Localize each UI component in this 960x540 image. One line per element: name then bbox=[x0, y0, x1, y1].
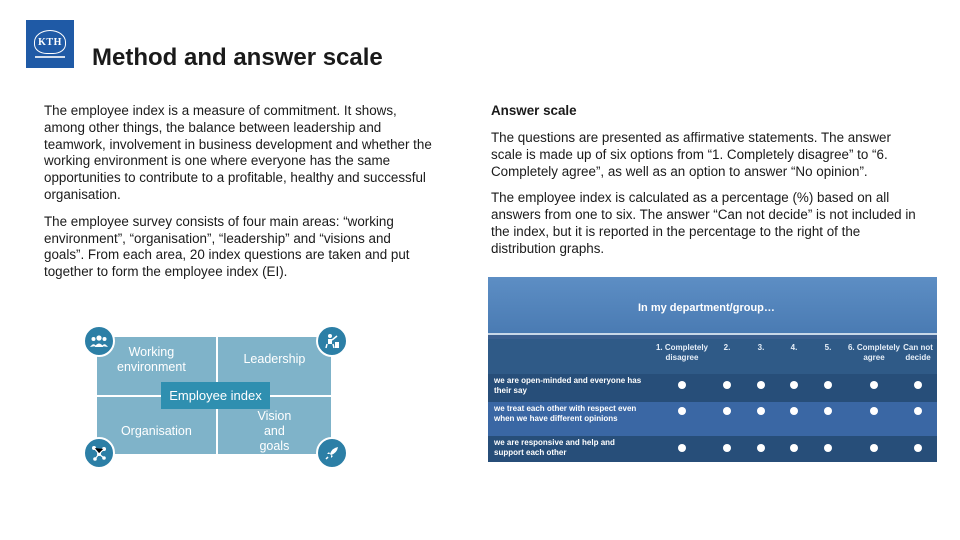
paragraph-survey-areas: The employee survey consists of four main areas: “working environment”, “organisation”, “leadership” and “visions and goals”. From each area, 20 index questions are taken and put together to form the employee index (EI). bbox=[44, 213, 410, 280]
radio-option bbox=[824, 381, 832, 389]
logo-text: KTH bbox=[38, 36, 62, 48]
paragraph-index-calculation: The employee index is calculated as a percentage (%) based on all answers from one to six. The answer “Can not decide” is not included in the index, but it is reported in the percentage to the right of the distribution graphs. bbox=[491, 190, 916, 256]
question-text: we are responsive and help and support each other bbox=[494, 438, 615, 457]
question-row bbox=[488, 436, 937, 462]
radio-option bbox=[723, 444, 731, 452]
crest-icon bbox=[34, 30, 66, 54]
people-icon bbox=[83, 325, 115, 357]
radio-option bbox=[757, 381, 765, 389]
radio-option bbox=[790, 444, 798, 452]
answer-scale-example bbox=[488, 277, 937, 462]
paragraph-employee-index: The employee index is a measure of commitment. It shows, among other things, the balance between leadership and teamwork, involvement in business development and whether the working environment is one where everyone has the same opportunities to contribute to a profitable, healthy and successful organisation. bbox=[44, 103, 432, 202]
cell-vision-and-goals: Vision and goals bbox=[218, 397, 331, 455]
radio-option bbox=[790, 381, 798, 389]
column-label: Can not decide bbox=[903, 343, 933, 362]
rocket-icon bbox=[316, 437, 348, 469]
radio-option bbox=[757, 407, 765, 415]
cell-organisation: Organisation bbox=[97, 397, 216, 455]
question-text: we are open-minded and everyone has their say bbox=[494, 376, 642, 395]
answer-scale-heading: Answer scale bbox=[491, 103, 577, 118]
question-text: we treat each other with respect even when we have different opinions bbox=[494, 404, 637, 423]
radio-option bbox=[723, 381, 731, 389]
radio-option bbox=[678, 444, 686, 452]
center-employee-index: Employee index bbox=[161, 382, 270, 409]
column-label: 2. bbox=[723, 343, 731, 352]
radio-option bbox=[678, 381, 686, 389]
radio-option bbox=[914, 407, 922, 415]
column-label: 1. Completely disagree bbox=[655, 343, 708, 362]
logo-underline bbox=[35, 56, 65, 58]
column-label: 4. bbox=[790, 343, 798, 352]
radio-option bbox=[723, 407, 731, 415]
radio-option bbox=[678, 407, 686, 415]
radio-option bbox=[914, 381, 922, 389]
question-row bbox=[488, 374, 937, 402]
column-label: 3. bbox=[757, 343, 765, 352]
radio-option bbox=[824, 407, 832, 415]
radio-option bbox=[824, 444, 832, 452]
cell-working-environment: Working environment bbox=[97, 337, 216, 395]
right-column bbox=[491, 103, 916, 268]
radio-option bbox=[870, 444, 878, 452]
radio-option bbox=[870, 407, 878, 415]
column-label: 5. bbox=[824, 343, 832, 352]
kth-logo bbox=[26, 20, 74, 68]
question-row bbox=[488, 402, 937, 436]
employee-index-diagram bbox=[80, 325, 348, 467]
column-label: 6. Completely agree bbox=[847, 343, 900, 362]
scale-banner-title: In my department/group… bbox=[638, 302, 775, 314]
paragraph-answer-scale: The questions are presented as affirmative statements. The answer scale is made up of six options from “1. Completely disagree” to “6. Completely agree”, as well as an option to answer “No opinion”. bbox=[491, 130, 891, 179]
radio-option bbox=[914, 444, 922, 452]
slide-title: Method and answer scale bbox=[92, 44, 383, 71]
network-icon bbox=[83, 437, 115, 469]
radio-option bbox=[757, 444, 765, 452]
leader-icon bbox=[316, 325, 348, 357]
cell-leadership: Leadership bbox=[218, 337, 331, 395]
radio-option bbox=[870, 381, 878, 389]
radio-option bbox=[790, 407, 798, 415]
scale-banner bbox=[488, 277, 937, 335]
left-column bbox=[44, 103, 434, 291]
